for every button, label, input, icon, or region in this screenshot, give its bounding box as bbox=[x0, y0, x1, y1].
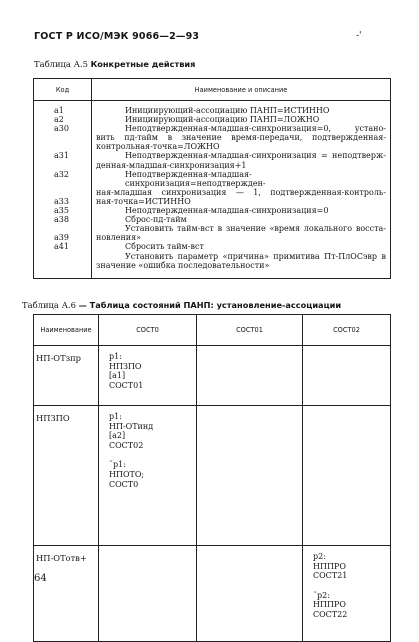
code: a1 bbox=[54, 106, 64, 115]
col-code-header: Код bbox=[34, 79, 92, 101]
description-line: денная-младшая-синхронизация+1 bbox=[96, 160, 247, 170]
state-cell bbox=[303, 546, 391, 642]
description-line: ная-точка=ИСТИННО bbox=[96, 196, 191, 206]
state-cell bbox=[197, 346, 303, 406]
table-row bbox=[34, 346, 391, 406]
description-line: Установить параметр «причина» примитива Пт-ПлОСэвр в bbox=[125, 251, 386, 261]
cell-gap bbox=[313, 581, 390, 591]
code: a35 bbox=[54, 206, 69, 216]
cell-line: СОСТ21 bbox=[313, 571, 348, 581]
state-cell bbox=[197, 406, 303, 546]
cell-line: НПЗПО bbox=[109, 361, 142, 371]
description-line: новления» bbox=[96, 233, 142, 243]
event-label: НП-ОТотв+ bbox=[36, 553, 87, 563]
cell-gap bbox=[109, 450, 196, 460]
cell-line: [a2] bbox=[109, 431, 126, 441]
event-cell bbox=[34, 546, 99, 642]
table-row bbox=[34, 406, 391, 546]
col-name-header: Наименование и описание bbox=[92, 79, 391, 101]
page-number: 64 bbox=[34, 573, 47, 584]
description-line: Неподтвержденная-младшая-синхронизация=неподтвержден- bbox=[125, 169, 266, 188]
description-line: Сброс-пд-тайм bbox=[125, 215, 187, 225]
table-a6 bbox=[33, 314, 391, 642]
table-a6-header-row bbox=[34, 315, 391, 346]
cell-line: p1: bbox=[109, 412, 122, 421]
description-line: Инициирующий-ассоциацию ПАНП=ЛОЖНО bbox=[125, 115, 320, 125]
table-a6-caption-prefix: Таблица А.6 bbox=[22, 300, 76, 310]
table-a5-body-row bbox=[34, 101, 391, 279]
code: a33 bbox=[54, 196, 69, 206]
col-event-header: Наименование bbox=[34, 315, 99, 346]
code bbox=[54, 133, 90, 142]
table-a5-caption-title: Конкретные действия bbox=[90, 59, 196, 69]
description-line: вить пд-тайм в значение время-передачи, подтвержденная- bbox=[96, 133, 386, 143]
description-line: Неподтвержденная-младшая-синхронизация=0 bbox=[125, 206, 329, 216]
code: a31 bbox=[54, 151, 69, 161]
cell-line: СОСТ0 bbox=[109, 479, 139, 489]
state-cell bbox=[99, 546, 197, 642]
cell-line: p2: bbox=[313, 552, 326, 561]
state-cell bbox=[303, 346, 391, 406]
code: a39 bbox=[54, 233, 69, 243]
code: a2 bbox=[54, 115, 64, 125]
description-line: контрольная-точка=ЛОЖНО bbox=[96, 142, 220, 152]
cell-line: СОСТ02 bbox=[109, 440, 144, 450]
cell-line: СОСТ22 bbox=[313, 609, 348, 619]
code: a41 bbox=[54, 242, 69, 252]
table-a5 bbox=[33, 78, 391, 279]
state-cell bbox=[99, 346, 197, 406]
event-label: НПЗПО bbox=[36, 413, 70, 423]
descriptions-cell bbox=[92, 101, 391, 279]
cell-line: СОСТ01 bbox=[109, 380, 144, 390]
col-state-header: СОСТ01 bbox=[197, 315, 303, 346]
codes-cell bbox=[34, 101, 92, 279]
description-line: Сбросить тайм-вст bbox=[125, 242, 204, 252]
col-state-header: СОСТ02 bbox=[303, 315, 391, 346]
cell-line: НППРО bbox=[313, 561, 346, 571]
code bbox=[54, 161, 90, 170]
description-line: Неподтвержденная-младшая-синхронизация = неподтверж- bbox=[125, 151, 386, 161]
code: a38 bbox=[54, 215, 69, 225]
cell-line: НПОТО; bbox=[109, 469, 145, 479]
code bbox=[54, 188, 90, 197]
description-line: Установить тайм-вст в значение «время локального восста- bbox=[125, 224, 386, 234]
table-a5-caption-prefix: Таблица А.5 bbox=[34, 59, 88, 69]
col-state-header: СОСТ0 bbox=[99, 315, 197, 346]
code bbox=[54, 142, 90, 151]
description-line: ная-младшая синхронизация — 1, подтвержденная-контроль- bbox=[96, 187, 386, 197]
corner-mark: -' bbox=[356, 31, 362, 41]
cell-line: НППРО bbox=[313, 600, 346, 610]
code: a32 bbox=[54, 169, 69, 179]
cell-line: ˜p1: bbox=[109, 460, 126, 470]
state-cell bbox=[99, 406, 197, 546]
code bbox=[54, 179, 90, 188]
state-cell bbox=[197, 546, 303, 642]
event-label: НП-ОТзпр bbox=[36, 353, 81, 363]
code bbox=[54, 224, 90, 233]
table-a5-header-row bbox=[34, 79, 391, 101]
event-cell bbox=[34, 346, 99, 406]
cell-line: [a1] bbox=[109, 371, 126, 381]
description-line: Неподтвержденная-младшая-синхронизация=0, устано- bbox=[125, 124, 386, 134]
code: a30 bbox=[54, 124, 69, 134]
running-header: ГОСТ Р ИСО/МЭК 9066—2—93 bbox=[34, 31, 200, 42]
state-cell bbox=[303, 406, 391, 546]
table-a6-caption-title: — Таблица состояний ПАНП: установление-ассоциации bbox=[78, 300, 342, 310]
description-line: значение «ошибка последовательности» bbox=[96, 260, 270, 270]
code bbox=[54, 252, 90, 261]
event-cell bbox=[34, 406, 99, 546]
table-a6-caption bbox=[22, 300, 341, 310]
cell-line: ˜p2: bbox=[313, 590, 330, 600]
cell-line: НП-ОТинд bbox=[109, 421, 154, 431]
cell-line: p1: bbox=[109, 352, 122, 361]
table-a5-caption bbox=[34, 59, 195, 69]
description-line: Инициирующий-ассоциацию ПАНП=ИСТИННО bbox=[125, 106, 330, 115]
table-row bbox=[34, 546, 391, 642]
